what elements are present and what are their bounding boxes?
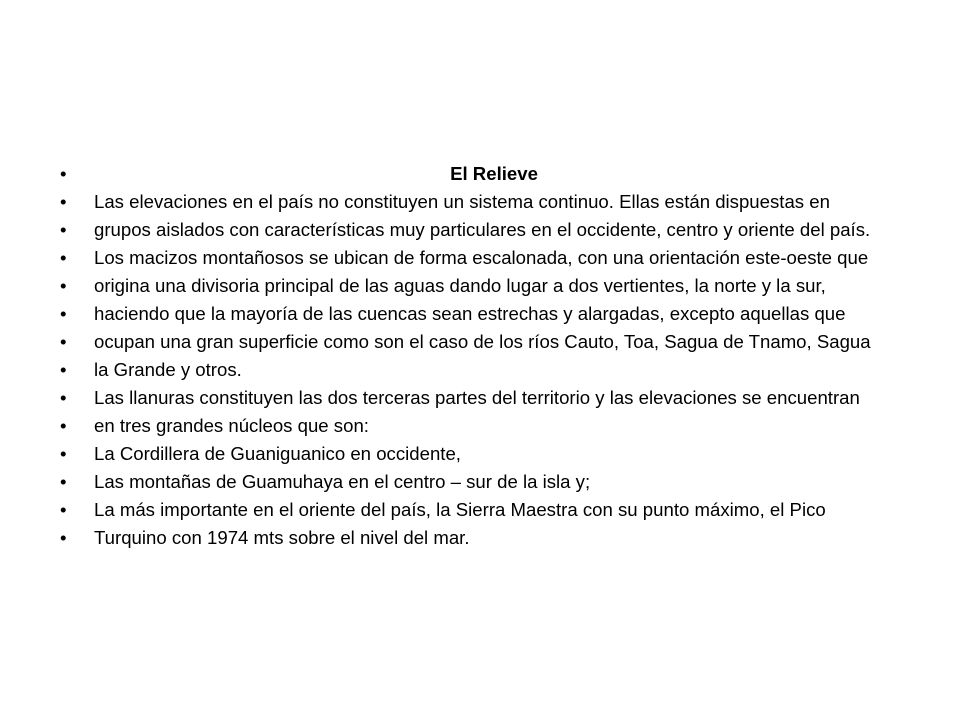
bullet-text: La Cordillera de Guaniguanico en occidente, (94, 443, 461, 464)
slide-title: El Relieve (450, 163, 538, 184)
list-item (60, 332, 908, 351)
list-item (60, 444, 908, 463)
list-item (60, 192, 908, 211)
bullet-text: Las montañas de Guamuhaya en el centro – sur de la isla y; (94, 471, 591, 492)
list-item (60, 500, 908, 519)
bullet-list (60, 164, 908, 556)
title-item (60, 164, 908, 183)
bullet-text: Las elevaciones en el país no constituyen un sistema continuo. Ellas están dispuestas en (94, 191, 830, 212)
bullet-icon: • (60, 387, 67, 408)
list-item (60, 220, 908, 239)
bullet-icon: • (60, 247, 67, 268)
list-item (60, 276, 908, 295)
bullet-icon: • (60, 443, 67, 464)
bullet-icon: • (60, 331, 67, 352)
bullet-icon: • (60, 163, 67, 184)
bullet-text: Turquino con 1974 mts sobre el nivel del mar. (94, 527, 470, 548)
bullet-icon: • (60, 275, 67, 296)
list-item (60, 360, 908, 379)
bullet-icon: • (60, 415, 67, 436)
bullet-icon: • (60, 219, 67, 240)
list-item (60, 472, 908, 491)
list-item (60, 528, 908, 547)
bullet-text: Los macizos montañosos se ubican de forma escalonada, con una orientación este-oeste que (94, 247, 869, 268)
bullet-icon: • (60, 303, 67, 324)
bullet-icon: • (60, 191, 67, 212)
bullet-icon: • (60, 499, 67, 520)
bullet-icon: • (60, 359, 67, 380)
list-item (60, 388, 908, 407)
bullet-text: haciendo que la mayoría de las cuencas sean estrechas y alargadas, excepto aquellas que (94, 303, 846, 324)
bullet-text: Las llanuras constituyen las dos terceras partes del territorio y las elevaciones se encuentran (94, 387, 860, 408)
list-item (60, 416, 908, 435)
bullet-text: La más importante en el oriente del país, la Sierra Maestra con su punto máximo, el Pico (94, 499, 826, 520)
bullet-text: en tres grandes núcleos que son: (94, 415, 369, 436)
bullet-text: grupos aislados con características muy particulares en el occidente, centro y oriente del país. (94, 219, 871, 240)
bullet-text: la Grande y otros. (94, 359, 242, 380)
bullet-text: ocupan una gran superficie como son el caso de los ríos Cauto, Toa, Sagua de Tnamo, Sagua (94, 331, 871, 352)
bullet-text: origina una divisoria principal de las aguas dando lugar a dos vertientes, la norte y la sur, (94, 275, 826, 296)
list-item (60, 304, 908, 323)
bullet-icon: • (60, 471, 67, 492)
list-item (60, 248, 908, 267)
bullet-icon: • (60, 527, 67, 548)
